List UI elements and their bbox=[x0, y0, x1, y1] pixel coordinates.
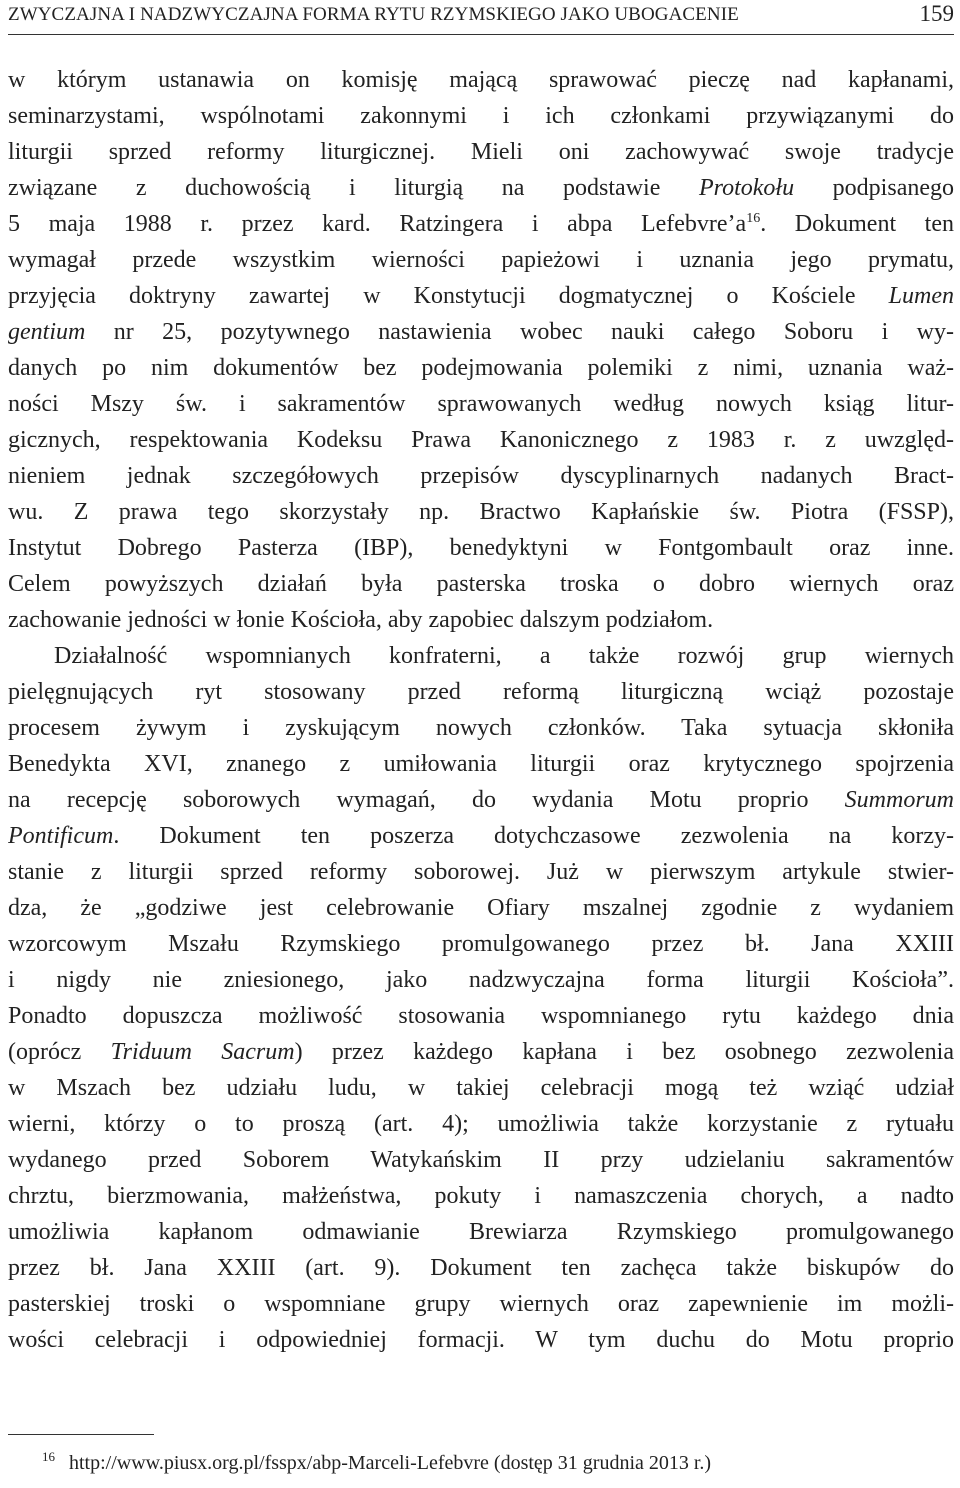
text-run: . Dokument ten poszerza dotychczasowe zezwolenia na korzy- bbox=[113, 823, 954, 849]
text-line: w Mszach bez udziału ludu, w takiej celebracji mogą też wziąć udział bbox=[8, 1075, 954, 1101]
text-line: zachowanie jedności w łonie Kościoła, aby zapobiec dalszym podziałom. bbox=[8, 607, 714, 633]
text-line: dza, że „godziwe jest celebrowanie Ofiary mszalnej zgodnie z wydaniem bbox=[8, 895, 954, 921]
text-run: podpisanego bbox=[794, 175, 954, 201]
text-line: nieniem jednak szczegółowych przepisów dyscyplinarnych nadanych Bract- bbox=[8, 463, 954, 489]
text-line: wzorcowym Mszału Rzymskiego promulgowanego przez bł. Jana XXIII bbox=[8, 931, 954, 957]
paragraph-first-line: Działalność wspomnianych konfraterni, a także rozwój grup wiernych bbox=[54, 643, 954, 669]
text-line bbox=[8, 782, 954, 818]
text-line: w którym ustanawia on komisję mającą sprawować pieczę nad kapłanami, bbox=[8, 67, 954, 93]
text-run: przyjęcia doktryny zawartej w Konstytucji dogmatycznej o Kościele bbox=[8, 283, 889, 309]
footnote-mark: 16 bbox=[42, 1449, 55, 1465]
text-line bbox=[8, 314, 954, 350]
text-line: Celem powyższych działań była pasterska troska o dobro wiernych oraz bbox=[8, 571, 954, 597]
text-line: stanie z liturgii sprzed reformy soborowej. Już w pierwszym artykule stwier- bbox=[8, 859, 954, 885]
text-line: ności Mszy św. i sakramentów sprawowanych według nowych ksiąg litur- bbox=[8, 391, 954, 417]
running-title: ZWYCZAJNA I NADZWYCZAJNA FORMA RYTU RZYMSKIEGO JAKO UBOGACENIE bbox=[8, 4, 739, 25]
footnote-separator bbox=[8, 1434, 154, 1435]
work-title: Protokołu bbox=[698, 175, 795, 201]
work-title: Summorum bbox=[844, 787, 954, 813]
text-line: umożliwia kapłanom odmawianie Brewiarza Rzymskiego promulgowanego bbox=[8, 1219, 954, 1245]
footnote-link[interactable]: http://www.piusx.org.pl/fsspx/abp-Marceli-Lefebvre (dostęp 31 grudnia 2013 r.) bbox=[69, 1452, 712, 1474]
text-line: procesem żywym i zyskującym nowych członków. Taka sytuacja skłoniła bbox=[8, 715, 954, 741]
text-run: ) przez każdego kapłana i bez osobnego zezwolenia bbox=[294, 1039, 954, 1065]
work-title: gentium bbox=[8, 319, 86, 345]
text-line: gicznych, respektowania Kodeksu Prawa Kanonicznego z 1983 r. z uwzględ- bbox=[8, 427, 954, 453]
text-line: Benedykta XVI, znanego z umiłowania liturgii oraz krytycznego spojrzenia bbox=[8, 751, 954, 777]
text-run: 5 maja 1988 r. przez kard. Ratzingera i abpa Lefebvre’a bbox=[8, 211, 747, 237]
text-line bbox=[8, 278, 954, 314]
text-line: wierni, którzy o to proszą (art. 4); umożliwia także korzystanie z rytuału bbox=[8, 1111, 954, 1137]
text-line: chrztu, bierzmowania, małżeństwa, pokuty i namaszczenia chorych, a nadto bbox=[8, 1183, 954, 1209]
text-run: nr 25, pozytywnego nastawienia wobec nauki całego Soboru i wy- bbox=[85, 319, 954, 345]
text-line: Ponadto dopuszcza możliwość stosowania wspomnianego rytu każdego dnia bbox=[8, 1003, 954, 1029]
work-title: Pontificum bbox=[8, 823, 114, 849]
running-header bbox=[8, 0, 954, 35]
work-title: Lumen bbox=[888, 283, 954, 309]
text-run: na recepcję soborowych wymagań, do wydania Motu proprio bbox=[8, 787, 845, 813]
text-run: związane z duchowością i liturgią na podstawie bbox=[8, 175, 699, 201]
text-line bbox=[8, 818, 954, 854]
text-line bbox=[8, 206, 954, 242]
text-line: liturgii sprzed reformy liturgicznej. Mieli oni zachowywać swoje tradycje bbox=[8, 139, 954, 165]
text-line bbox=[8, 170, 954, 206]
text-line bbox=[8, 1034, 954, 1070]
text-line: wymagał przede wszystkim wierności papieżowi i uznania jego prymatu, bbox=[8, 247, 954, 273]
text-run: (oprócz bbox=[8, 1039, 111, 1065]
text-line: Instytut Dobrego Pasterza (IBP), benedyktyni w Fontgombault oraz inne. bbox=[8, 535, 954, 561]
text-line: seminarzystami, wspólnotami zakonnymi i ich członkami przywiązanymi do bbox=[8, 103, 954, 129]
footnote-reference[interactable]: 16 bbox=[746, 211, 761, 226]
text-run: . Dokument ten bbox=[760, 211, 954, 237]
text-line: wydanego przed Soborem Watykańskim II przy udzielaniu sakramentów bbox=[8, 1147, 954, 1173]
text-line: wu. Z prawa tego skorzystały np. Bractwo Kapłańskie św. Piotra (FSSP), bbox=[8, 499, 954, 525]
work-title: Triduum Sacrum bbox=[110, 1039, 295, 1065]
text-line: i nigdy nie zniesionego, jako nadzwyczajna forma liturgii Kościoła”. bbox=[8, 967, 954, 993]
body-text bbox=[8, 62, 954, 1358]
text-line: wości celebracji i odpowiedniej formacji. W tym duchu do Motu proprio bbox=[8, 1327, 954, 1353]
text-line: pasterskiej troski o wspomniane grupy wiernych oraz zapewnienie im możli- bbox=[8, 1291, 954, 1317]
footnote bbox=[42, 1451, 711, 1475]
page-number: 159 bbox=[919, 1, 954, 26]
text-line: pielęgnujących ryt stosowany przed reformą liturgiczną wciąż pozostaje bbox=[8, 679, 954, 705]
text-line: danych po nim dokumentów bez podejmowania polemiki z nimi, uznania waż- bbox=[8, 355, 954, 381]
text-line: przez bł. Jana XXIII (art. 9). Dokument ten zachęca także biskupów do bbox=[8, 1255, 954, 1281]
